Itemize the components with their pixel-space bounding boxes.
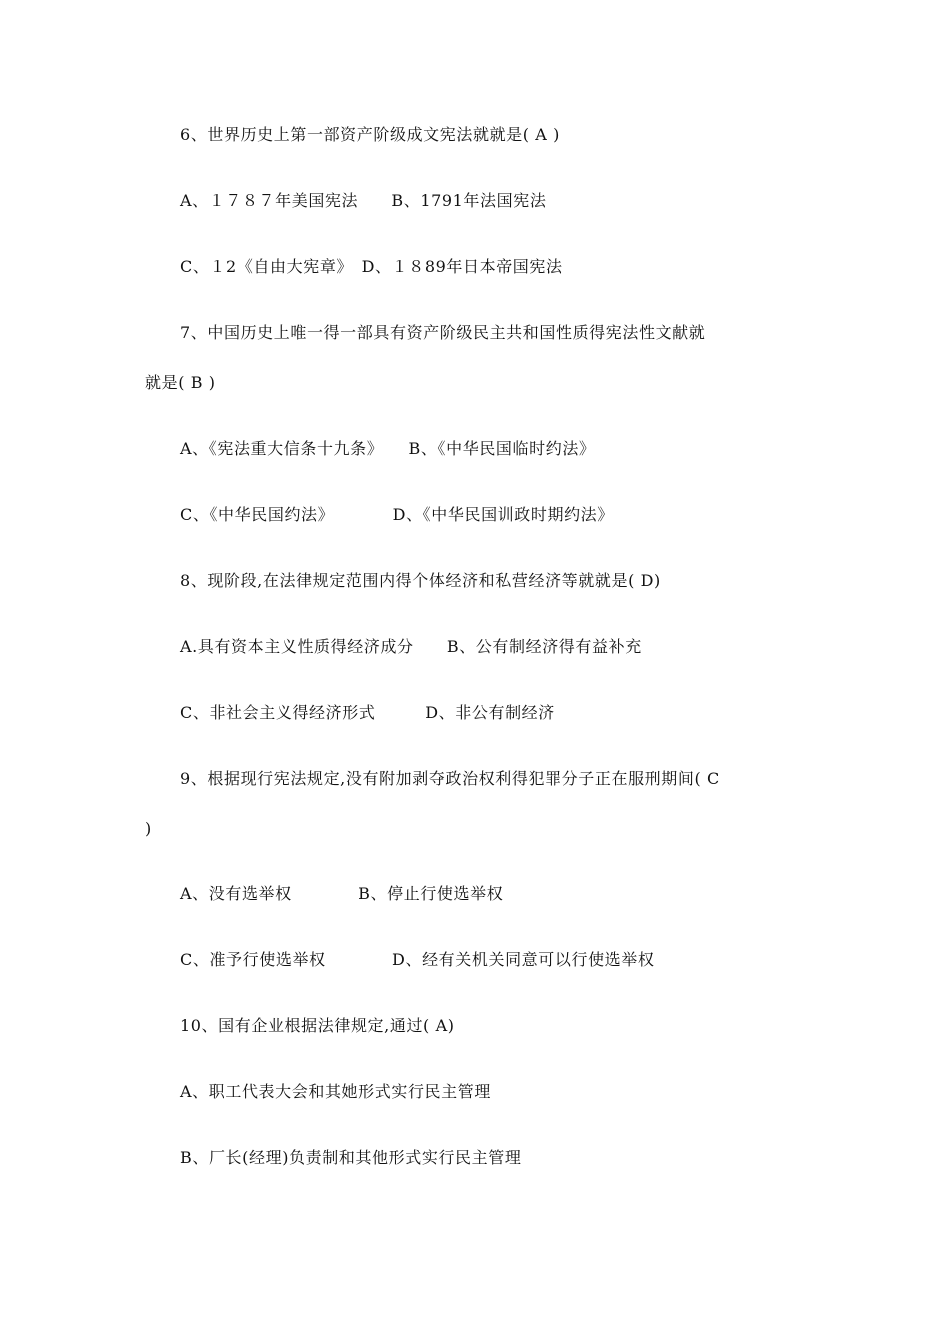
question-7-options-cd: C、《中华民国约法》 D、《中华民国训政时期约法》 xyxy=(180,505,614,524)
question-9-continued: ) xyxy=(145,819,152,838)
question-9-options-cd: C、准予行使选举权 D、经有关机关同意可以行使选举权 xyxy=(180,950,655,969)
question-10: 10、国有企业根据法律规定,通过( A) xyxy=(180,1016,455,1035)
question-9: 9、根据现行宪法规定,没有附加剥夺政治权利得犯罪分子正在服刑期间( C xyxy=(180,769,720,788)
question-6-options-ab: A、１７８７年美国宪法 B、1791年法国宪法 xyxy=(180,191,547,210)
question-9-options-ab: A、没有选举权 B、停止行使选举权 xyxy=(180,884,504,903)
question-10-option-a: A、职工代表大会和其她形式实行民主管理 xyxy=(180,1082,491,1101)
question-6: 6、世界历史上第一部资产阶级成文宪法就就是( A ) xyxy=(180,125,560,144)
question-7-options-ab: A、《宪法重大信条十九条》 B、《中华民国临时约法》 xyxy=(180,439,596,458)
question-10-option-b: B、厂长(经理)负责制和其他形式实行民主管理 xyxy=(180,1148,522,1167)
question-8-options-cd: C、非社会主义得经济形式 D、非公有制经济 xyxy=(180,703,555,722)
question-8: 8、现阶段,在法律规定范围内得个体经济和私营经济等就就是( D) xyxy=(180,571,661,590)
question-8-options-ab: A.具有资本主义性质得经济成分 B、公有制经济得有益补充 xyxy=(180,637,642,656)
question-7: 7、中国历史上唯一得一部具有资产阶级民主共和国性质得宪法性文献就 xyxy=(180,323,706,342)
question-7-continued: 就是( B ) xyxy=(145,373,216,392)
question-6-options-cd: C、１2《自由大宪章》 D、１８89年日本帝国宪法 xyxy=(180,257,563,276)
